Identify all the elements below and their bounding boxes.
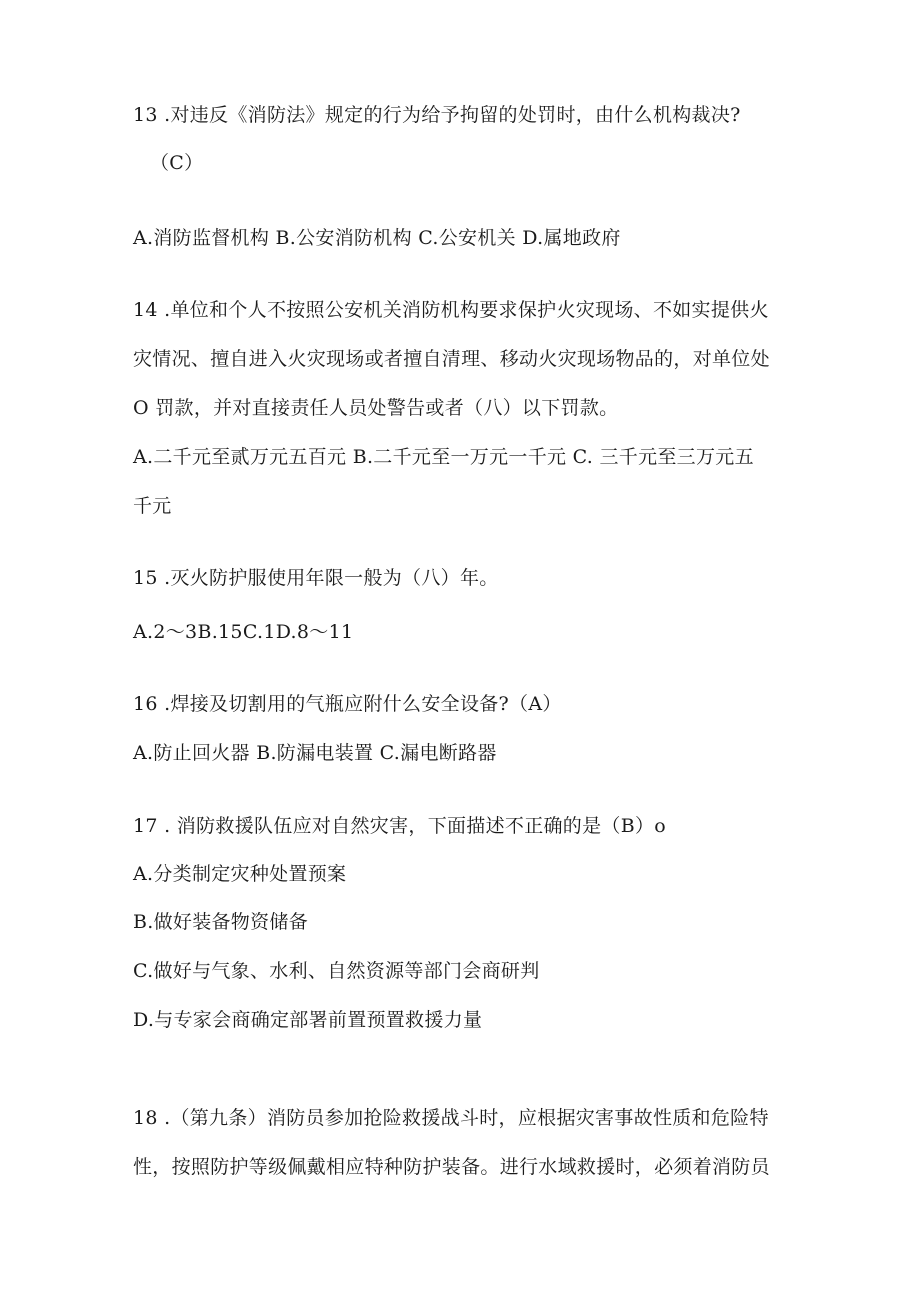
question-17-option-c: C.做好与气象、水利、自然资源等部门会商研判 [133, 960, 540, 982]
question-14-stem-line-3: O 罚款，并对直接责任人员处警告或者（八）以下罚款。 [133, 397, 619, 419]
question-15-options: A.2～3B.15C.1D.8～11 [133, 621, 354, 643]
question-16-stem: 16 .焊接及切割用的气瓶应附什么安全设备?（A） [133, 693, 562, 715]
question-17-option-b: B.做好装备物资储备 [133, 911, 309, 933]
question-14-options-line-1: A.二千元至贰万元五百元 B.二千元至一万元一千元 C. 三千元至三万元五 [133, 446, 754, 468]
question-14-options-line-2: 千元 [133, 495, 172, 517]
question-17-stem: 17 . 消防救援队伍应对自然灾害，下面描述不正确的是（B）o [133, 815, 666, 837]
question-18-stem-line-2: 性，按照防护等级佩戴相应特种防护装备。进行水域救援时，必须着消防员 [133, 1156, 770, 1178]
question-14-stem-line-1: 14 .单位和个人不按照公安机关消防机构要求保护火灾现场、不如实提供火 [133, 299, 769, 321]
question-13-answer: （C） [150, 152, 204, 174]
question-16-options: A.防止回火器 B.防漏电装置 C.漏电断路器 [133, 742, 497, 764]
question-17-option-d: D.与专家会商确定部署前置预置救援力量 [133, 1009, 483, 1031]
question-18-stem-line-1: 18 .（第九条）消防员参加抢险救援战斗时，应根据灾害事故性质和危险特 [133, 1107, 769, 1129]
question-15-stem: 15 .灭火防护服使用年限一般为（八）年。 [133, 567, 499, 589]
question-13-options: A.消防监督机构 B.公安消防机构 C.公安机关 D.属地政府 [133, 227, 621, 249]
question-14-stem-line-2: 灾情况、擅自进入火灾现场或者擅自清理、移动火灾现场物品的，对单位处 [133, 348, 770, 370]
question-13-stem-line-1: 13 .对违反《消防法》规定的行为给予拘留的处罚时，由什么机构裁决? [133, 104, 741, 126]
question-17-option-a: A.分类制定灾种处置预案 [133, 863, 347, 885]
